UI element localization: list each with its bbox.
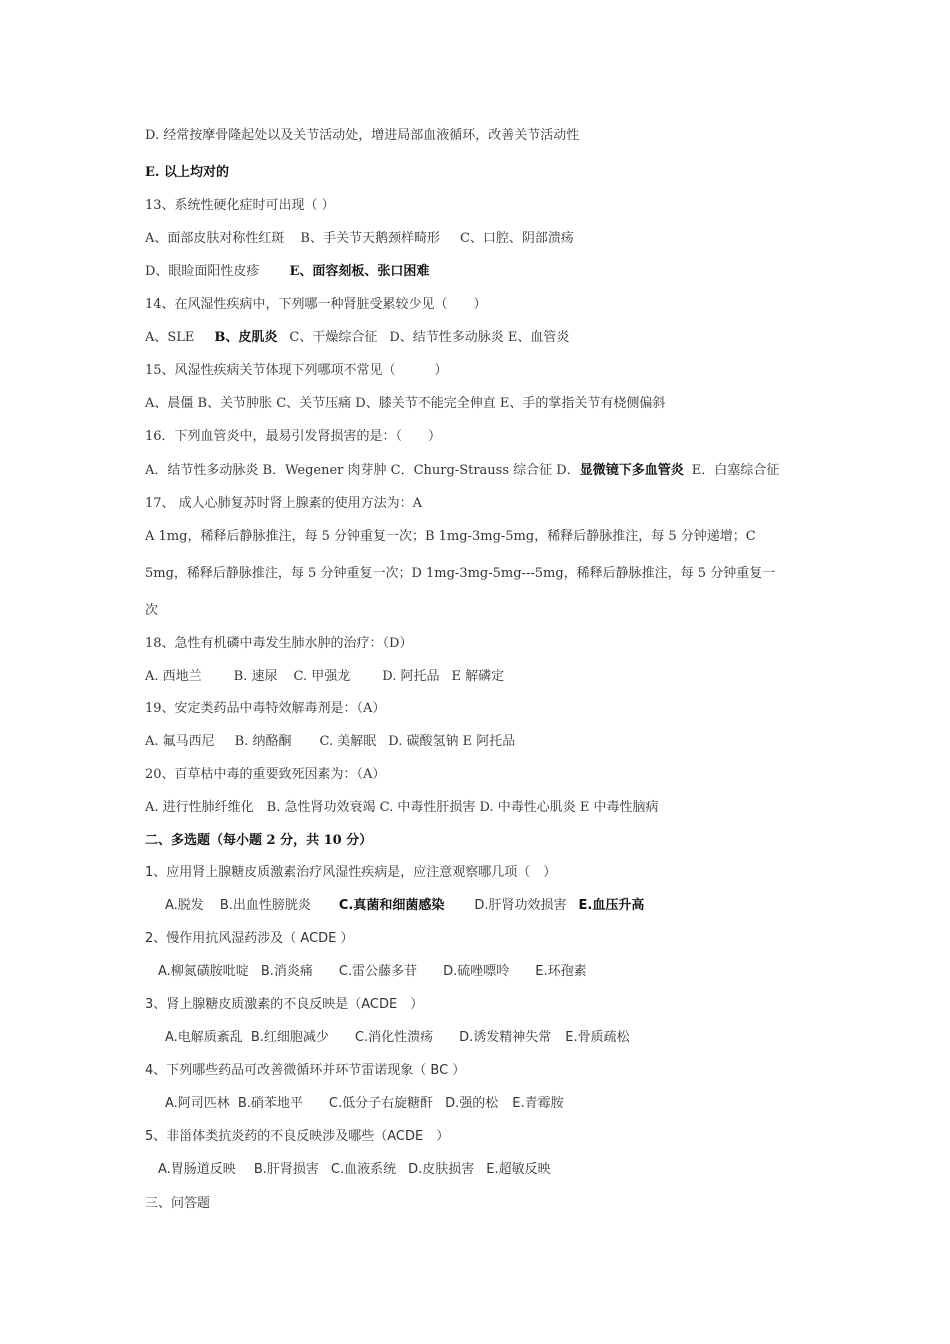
option-a: A、SLE: [145, 330, 195, 345]
option-d: D. 碳酸氢钠 E 阿托品: [388, 734, 516, 749]
mc-question-4: 4、下列哪些药品可改善微循环并环节雷诺现象（ BC ）: [145, 1063, 466, 1078]
options-a-to-d: A．结节性多动脉炎 B．Wegener 肉芽肿 C．Churg-Strauss 综合征 D．: [145, 463, 580, 478]
option-e: E 解磷定: [451, 669, 505, 684]
option-e-text: E. 以上均对的: [145, 165, 229, 180]
option-b: B.红细胞减少: [250, 1030, 329, 1045]
question-17-options-1: A 1mg，稀释后静脉推注，每 5 分钟重复一次；B 1mg-3mg-5mg，稀释后静脉推注，每 5 分钟递增；C: [145, 529, 756, 544]
option-a: A.胃肠道反映: [158, 1162, 236, 1177]
option-a: A. 西地兰: [145, 669, 202, 684]
question-20: 20、百草枯中毒的重要致死因素为：（A）: [145, 767, 386, 782]
mc-question-3: 3、肾上腺糖皮质激素的不良反映是（ACDE ）: [145, 997, 424, 1012]
mc-question-5: 5、非甾体类抗炎药的不良反映涉及哪些（ACDE ）: [145, 1129, 450, 1144]
option-d-answer: 显微镜下多血管炎: [579, 463, 684, 478]
option-e: E.环孢素: [535, 964, 587, 979]
mc-question-3-options: [165, 1030, 630, 1046]
section-heading-essay: 三、问答题: [145, 1196, 211, 1211]
option-d: D、结节性多动脉炎 E、血管炎: [389, 330, 570, 345]
section-heading-multiple-choice: 二、多选题（每小题 2 分，共 10 分）: [145, 833, 373, 848]
question-20-options: A. 进行性肺纤维化 B. 急性肾功效衰竭 C. 中毒性肝损害 D. 中毒性心肌炎 E 中毒性脑病: [145, 800, 659, 815]
option-e: E.青霉胺: [512, 1096, 564, 1111]
option-d: D.硫唑嘌呤: [443, 964, 510, 979]
question-15-options: A、晨僵 B、关节肿胀 C、关节压痛 D、膝关节不能完全伸直 E、手的掌指关节有桡侧偏斜: [145, 396, 666, 411]
question-17-options-3: 次: [145, 603, 159, 618]
option-a: A.脱发: [165, 898, 204, 913]
option-b: B.肝肾损害: [253, 1162, 319, 1177]
question-13: 13、系统性硬化症时可出现（ ）: [145, 198, 335, 213]
option-b: B. 速尿: [233, 669, 278, 684]
option-b: B、手关节天鹅颈样畸形: [300, 231, 440, 246]
option-e: E.超敏反映: [486, 1162, 551, 1177]
option-b: B.出血性膀胱炎: [219, 898, 311, 913]
question-14-options: [145, 330, 569, 346]
option-b: B.消炎痛: [260, 964, 313, 979]
option-d: D. 阿托品: [382, 669, 440, 684]
option-b: B.硝苯地平: [237, 1096, 303, 1111]
option-d-text: D. 经常按摩骨隆起处以及关节活动处，增进局部血液循环，改善关节活动性: [145, 128, 580, 143]
option-d: D.肝肾功效损害: [474, 898, 567, 913]
question-17: 17、 成人心肺复苏时肾上腺素的使用方法为：A: [145, 496, 423, 511]
option-c: C.血液系统: [330, 1162, 397, 1177]
option-e-answer: E、面容刻板、张口困难: [289, 264, 430, 279]
mc-question-4-options: [165, 1096, 564, 1112]
option-c-answer: C.真菌和细菌感染: [338, 898, 445, 913]
option-a: A.电解质紊乱: [165, 1030, 243, 1045]
option-c: C、干燥综合征: [289, 330, 378, 345]
option-b-answer: B、皮肌炎: [214, 330, 278, 345]
option-e: E．白塞综合征: [691, 463, 780, 478]
question-17-options-2: 5mg，稀释后静脉推注，每 5 分钟重复一次；D 1mg-3mg-5mg---5mg，稀释后静脉推注，每 5 分钟重复一: [145, 566, 776, 581]
question-18: 18、急性有机磷中毒发生肺水肿的治疗：（D）: [145, 636, 413, 651]
option-a: A、面部皮肤对称性红斑: [145, 231, 285, 246]
question-16-options: [145, 463, 779, 479]
option-d: D.强的松: [445, 1096, 499, 1111]
mc-question-2: 2、慢作用抗风湿药涉及（ ACDE ）: [145, 931, 354, 946]
option-a: A. 氟马西尼: [145, 734, 215, 749]
option-b: B. 纳酪酮: [234, 734, 292, 749]
question-13-options-2: [145, 264, 429, 280]
question-15: 15、风湿性疾病关节体现下列哪项不常见（ ）: [145, 363, 448, 378]
question-19-options: [145, 734, 515, 750]
option-c: C. 美解眠: [319, 734, 377, 749]
option-e: E.骨质疏松: [565, 1030, 630, 1045]
question-13-options-1: [145, 231, 574, 247]
option-c: C.雷公藤多苷: [338, 964, 418, 979]
question-19: 19、安定类药品中毒特效解毒剂是：（A）: [145, 701, 386, 716]
question-16: 16．下列血管炎中，最易引发肾损害的是：（ ）: [145, 429, 442, 444]
option-c: C.低分子右旋糖酐: [328, 1096, 434, 1111]
option-c: C. 甲强龙: [293, 669, 351, 684]
question-18-options: [145, 669, 504, 685]
option-a: A.阿司匹林: [165, 1096, 230, 1111]
option-e-answer: E.血压升高: [578, 898, 645, 913]
option-c: C、口腔、阴部溃疡: [459, 231, 574, 246]
option-d: D.皮肤损害: [408, 1162, 475, 1177]
mc-question-5-options: [158, 1162, 551, 1178]
question-14: 14、在风湿性疾病中，下列哪一种肾脏受累较少见（ ）: [145, 297, 487, 312]
option-d: D、眼睑面阳性皮疹: [145, 264, 260, 279]
mc-question-1-options: [165, 898, 644, 914]
mc-question-2-options: [158, 964, 587, 980]
option-a: A.柳氮磺胺吡啶: [158, 964, 249, 979]
mc-question-1: 1、应用肾上腺糖皮质激素治疗风湿性疾病是，应注意观察哪几项（ ）: [145, 865, 557, 880]
option-d: D.诱发精神失常: [459, 1030, 552, 1045]
option-c: C.消化性溃疡: [354, 1030, 434, 1045]
